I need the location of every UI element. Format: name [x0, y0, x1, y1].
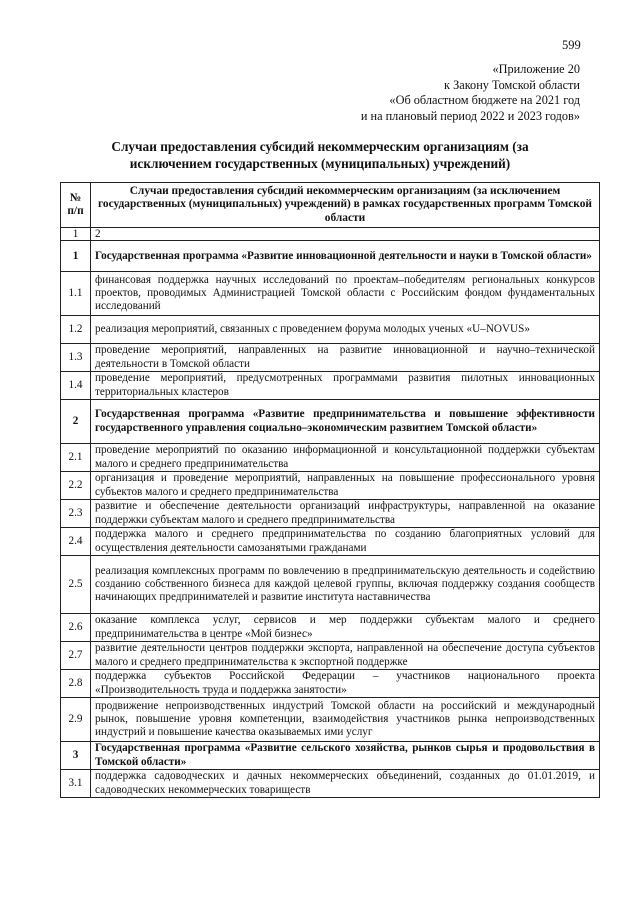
- row-description: оказание комплекса услуг, сервисов и мер поддержки субъектам малого и среднего предпринимательства в центре «Мой бизнес»: [91, 614, 600, 642]
- row-description: проведение мероприятий, направленных на развитие инновационной и научно–технической деятельности в Томской области: [91, 344, 600, 372]
- table-row: [61, 272, 600, 316]
- table-row: [61, 500, 600, 528]
- document-title: [70, 138, 570, 172]
- row-number: 2.4: [61, 528, 91, 556]
- table-row: [61, 670, 600, 698]
- row-number: 2: [61, 400, 91, 444]
- table-row: [61, 698, 600, 742]
- table-row: [61, 614, 600, 642]
- table-row: [61, 528, 600, 556]
- table-row: [61, 642, 600, 670]
- row-number: 2.9: [61, 698, 91, 742]
- table-row: [61, 316, 600, 344]
- row-number: 2.8: [61, 670, 91, 698]
- title-line: Случаи предоставления субсидий некоммерческим организациям (за: [111, 139, 529, 154]
- row-number: 1.4: [61, 372, 91, 400]
- table-row: [61, 372, 600, 400]
- row-description: проведение мероприятий, предусмотренных программами развития пилотных инновационных территориальных кластеров: [91, 372, 600, 400]
- title-line: исключением государственных (муниципальных) учреждений): [129, 156, 511, 171]
- program-row: [61, 742, 600, 770]
- row-number: 3: [61, 742, 91, 770]
- page-number: 599: [562, 38, 581, 52]
- row-number: 2.7: [61, 642, 91, 670]
- row-number: 1.1: [61, 272, 91, 316]
- row-description: поддержка субъектов Российской Федерации – участников национального проекта «Производительность труда и поддержка занятости»: [91, 670, 600, 698]
- column-number: 1: [61, 228, 91, 241]
- row-number: 2.1: [61, 444, 91, 472]
- row-description: поддержка малого и среднего предпринимательства по созданию благоприятных условий для осуществления деятельности самозанятыми гражданами: [91, 528, 600, 556]
- row-number: 1: [61, 241, 91, 272]
- table-row: [61, 344, 600, 372]
- row-description: финансовая поддержка научных исследований по проектам–победителям региональных конкурсов проектов, проводимых Администрацией Томской области с Российским фондом фундаментальных исследований: [91, 272, 600, 316]
- row-description: организация и проведение мероприятий, направленных на повышение профессионального уровня субъектов малого и среднего предпринимательства: [91, 472, 600, 500]
- row-number: 2.3: [61, 500, 91, 528]
- subsidy-cases-table: [60, 182, 600, 798]
- column-numbers-row: [61, 228, 600, 241]
- appendix-line: и на плановый период 2022 и 2023 годов»: [360, 108, 580, 123]
- row-description: проведение мероприятий по оказанию информационной и консультационной поддержки субъектам малого и среднего предпринимательства: [91, 444, 600, 472]
- row-description: реализация мероприятий, связанных с проведением форума молодых ученых «U–NOVUS»: [91, 316, 600, 344]
- row-number: 3.1: [61, 770, 91, 798]
- appendix-reference: [361, 62, 580, 124]
- row-description: развитие и обеспечение деятельности организаций инфраструктуры, направленной на оказание поддержки субъектам малого и среднего предпринимательства: [91, 500, 600, 528]
- row-number: 1.2: [61, 316, 91, 344]
- row-number: 1.3: [61, 344, 91, 372]
- row-number: 2.6: [61, 614, 91, 642]
- row-number: 2.2: [61, 472, 91, 500]
- header-description: Случаи предоставления субсидий некоммерческим организациям (за исключением государственных (муниципальных) учреждений) в рамках государственных программ Томской области: [91, 183, 600, 228]
- row-description: Государственная программа «Развитие сельского хозяйства, рынков сырья и продовольствия в Томской области»: [91, 742, 600, 770]
- row-number: 2.5: [61, 556, 91, 614]
- row-description: реализация комплексных программ по вовлечению в предпринимательскую деятельность и содействию созданию собственного бизнеса для каждой целевой группы, включая поддержку создания сообществ начинающих предпринимателей и развитие института наставничества: [91, 556, 600, 614]
- row-description: Государственная программа «Развитие инновационной деятельности и науки в Томской области»: [91, 241, 600, 272]
- column-number: 2: [91, 228, 600, 241]
- table-row: [61, 472, 600, 500]
- row-description: Государственная программа «Развитие предпринимательства и повышение эффективности государственного управления социально–экономическим развитием Томской области»: [91, 400, 600, 444]
- table-row: [61, 556, 600, 614]
- row-description: развитие деятельности центров поддержки экспорта, направленной на обеспечение доступа субъектов малого и среднего предпринимательства к экспортной поддержке: [91, 642, 600, 670]
- table-row: [61, 770, 600, 798]
- appendix-line: «Об областном бюджете на 2021 год: [389, 93, 580, 107]
- appendix-line: «Приложение 20: [492, 62, 580, 76]
- row-description: продвижение непроизводственных индустрий Томской области на российский и международный рынок, повышение уровня компетенции, взаимодействия участников рынка непроизводственных индустрий и повышение качества оказываемых ими услуг: [91, 698, 600, 742]
- appendix-line: к Закону Томской области: [444, 77, 580, 92]
- header-number: № п/п: [61, 183, 91, 228]
- table-header-row: [61, 183, 600, 228]
- program-row: [61, 241, 600, 272]
- program-row: [61, 400, 600, 444]
- table-row: [61, 444, 600, 472]
- row-description: поддержка садоводческих и дачных некоммерческих объединений, созданных до 01.01.2019, и садоводческих некоммерческих товариществ: [91, 770, 600, 798]
